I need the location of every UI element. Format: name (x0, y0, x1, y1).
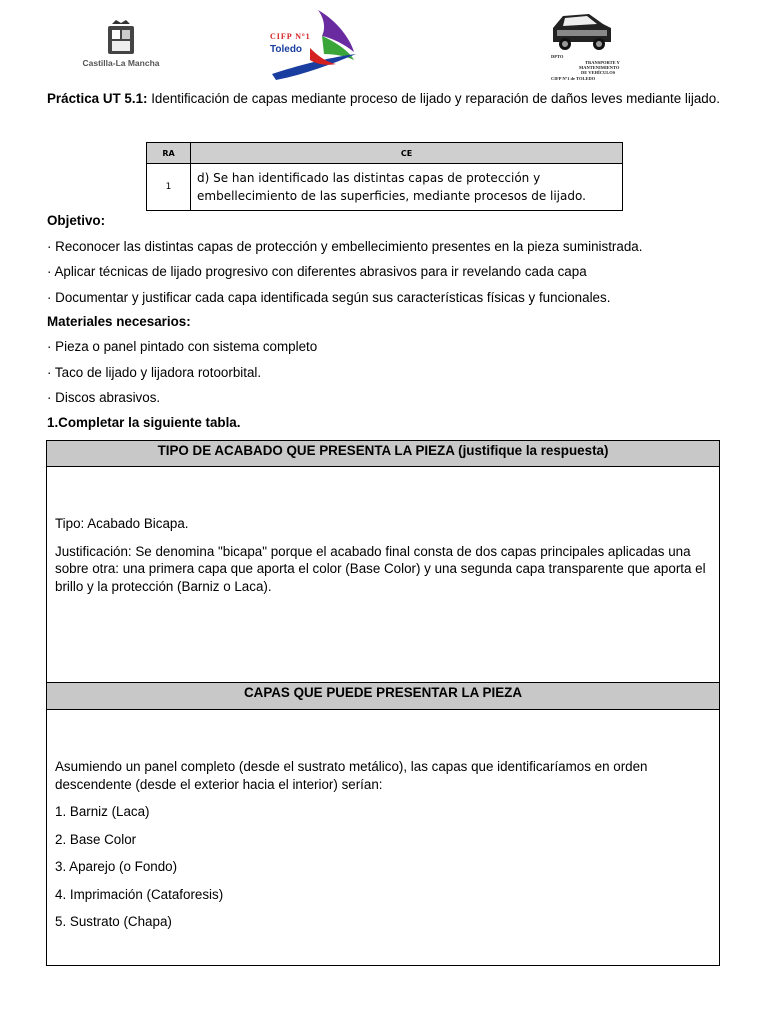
list-item: · Reconocer las distintas capas de protección y embellecimiento presentes en la pieza suministrada. (47, 239, 643, 254)
list-item: 2. Base Color (55, 831, 137, 847)
ra-ce-table (146, 142, 623, 211)
dept-line-5: CIFP Nº1 de TOLEDO (551, 76, 596, 81)
finish-type-body (47, 515, 719, 595)
ce-value: d) Se han identificado las distintas capas de protección y embellecimiento de las superficies, mediante procesos de lijado. (191, 164, 623, 211)
shield-icon (104, 20, 138, 56)
cifp-label: CIFP Nº1 (270, 32, 311, 41)
finish-type-value: Tipo: Acabado Bicapa. (55, 516, 189, 531)
cifp-toledo-logo (266, 8, 362, 82)
ra-value: 1 (147, 164, 191, 211)
layers-body (47, 758, 719, 931)
finish-type-header: TIPO DE ACABADO QUE PRESENTA LA PIEZA (justifique la respuesta) (47, 441, 719, 467)
objetivo-title: Objetivo: (47, 213, 106, 228)
dept-line-4: DE VEHÍCULOS (581, 70, 616, 75)
practice-title: Identificación de capas mediante proceso de lijado y reparación de daños leves mediante lijado. (147, 91, 720, 106)
list-item: 4. Imprimación (Cataforesis) (55, 886, 224, 902)
dept-line-3: MANTENIMIENTO (579, 65, 620, 70)
finish-justification: Justificación: Se denomina "bicapa" porque el acabado final consta de dos capas principales aplicadas una sobre otra: una primera capa que aporta el color (Base Color) y una segunda capa transparente que aporta el brillo y la protección (Barniz o Laca). (55, 543, 706, 594)
finish-type-box (46, 440, 720, 683)
ra-table-header-row (147, 143, 623, 164)
practice-heading (47, 91, 727, 106)
list-item: · Pieza o panel pintado con sistema completo (47, 339, 318, 354)
practice-label: Práctica UT 5.1: (47, 91, 148, 106)
table-row (147, 164, 623, 211)
list-item: · Aplicar técnicas de lijado progresivo con diferentes abrasivos para ir revelando cada capa (47, 264, 587, 279)
ce-column-header: CE (191, 143, 623, 164)
materiales-title: Materiales necesarios: (47, 314, 191, 329)
dept-line-2: TRANSPORTE Y (585, 60, 620, 65)
list-item: · Taco de lijado y lijadora rotoorbital. (47, 365, 262, 380)
castilla-la-mancha-logo (78, 20, 164, 72)
list-item: · Discos abrasivos. (47, 390, 161, 405)
cifp-city: Toledo (270, 44, 303, 55)
clm-name: Castilla-La Mancha (82, 58, 160, 68)
header-logos (0, 0, 768, 88)
list-item: 1. Barniz (Laca) (55, 804, 150, 819)
ra-column-header: RA (147, 143, 191, 164)
list-item: 5. Sustrato (Chapa) (55, 914, 172, 929)
car-icon (549, 10, 615, 52)
task-title: 1.Completar la siguiente tabla. (47, 415, 241, 430)
layers-intro: Asumiendo un panel completo (desde el sustrato metálico), las capas que identificaríamos en orden descendente (desde el exterior hacia el interior) serían: (55, 759, 648, 792)
layers-header: CAPAS QUE PUEDE PRESENTAR LA PIEZA (47, 683, 719, 710)
department-logo (545, 10, 625, 84)
dept-line-1: DPTO (551, 54, 564, 59)
layers-box (46, 682, 720, 966)
list-item: 3. Aparejo (o Fondo) (55, 859, 178, 874)
list-item: · Documentar y justificar cada capa identificada según sus características físicas y funcionales. (47, 290, 611, 305)
